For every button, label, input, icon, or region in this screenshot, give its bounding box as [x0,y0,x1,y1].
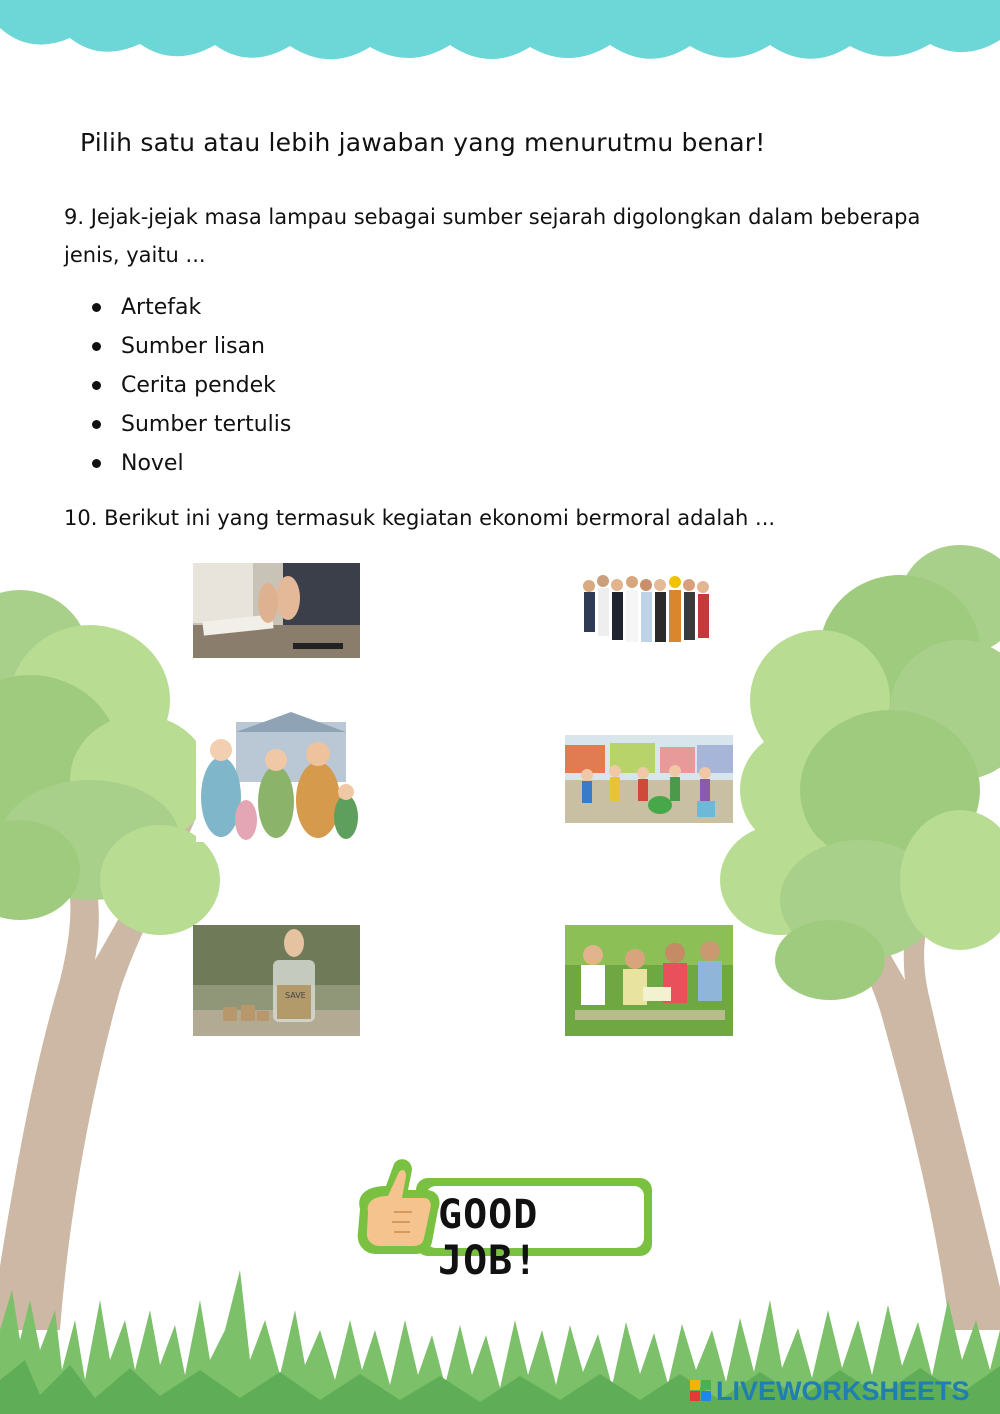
bullet-icon [92,303,101,312]
question-9-options [92,288,291,483]
option-label: Novel [121,451,184,476]
liveworksheets-logo [690,1374,970,1408]
option-cerita-pendek[interactable] [92,366,291,405]
question-9-text: 9. Jejak-jejak masa lampau sebagai sumber sejarah digolongkan dalam beberapa jenis, yaitu ... [64,205,921,267]
picture-saving-jar[interactable] [193,925,360,1036]
picture-professions-group[interactable] [578,570,720,660]
liveworksheets-icon [690,1380,712,1402]
option-sumber-tertulis[interactable] [92,405,291,444]
liveworksheets-wordmark: LIVEWORKSHEETS [716,1375,970,1406]
picture-family-greeting[interactable] [196,712,360,842]
good-job-text: GOOD JOB! [438,1192,539,1284]
instruction-text: Pilih satu atau lebih jawaban yang menurutmu benar! [80,128,766,157]
picture-community-cleanup[interactable] [565,735,733,823]
picture-refusing-bribe[interactable] [193,563,360,658]
bullet-icon [92,342,101,351]
picture-students-studying[interactable] [565,925,733,1036]
question-10-text: 10. Berikut ini yang termasuk kegiatan ekonomi bermoral adalah ... [64,506,776,530]
option-label: Sumber tertulis [121,412,292,437]
jar-label: SAVE [285,991,306,1000]
option-sumber-lisan[interactable] [92,327,291,366]
option-novel[interactable] [92,444,291,483]
option-label: Cerita pendek [121,373,276,398]
bullet-icon [92,381,101,390]
bullet-icon [92,420,101,429]
right-tree [720,545,1000,1330]
good-job-badge [346,1154,656,1284]
option-label: Sumber lisan [121,334,265,359]
bullet-icon [92,459,101,468]
sky-cloud-band [0,0,1000,59]
option-label: Artefak [121,295,202,320]
option-artefak[interactable] [92,288,291,327]
left-tree [0,590,220,1330]
